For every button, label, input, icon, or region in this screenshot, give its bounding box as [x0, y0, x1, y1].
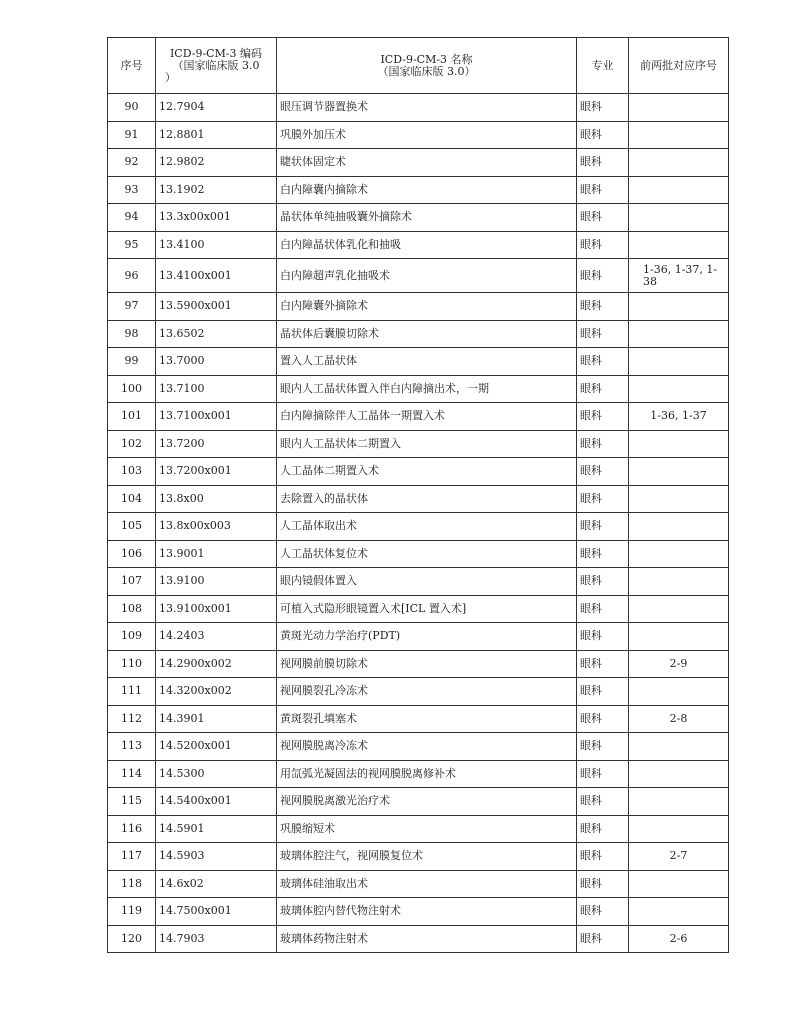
table-row	[108, 705, 729, 733]
row-specialty-cell: 眼科	[577, 458, 629, 486]
row-seq-cell: 111	[108, 678, 156, 706]
table-row	[108, 733, 729, 761]
header-row	[108, 38, 729, 94]
row-prev-cell	[629, 623, 729, 651]
row-prev-cell	[629, 898, 729, 926]
row-name-cell: 巩膜缩短术	[277, 815, 577, 843]
row-prev-cell	[629, 815, 729, 843]
table-row	[108, 595, 729, 623]
table-row	[108, 320, 729, 348]
row-prev-cell	[629, 540, 729, 568]
table-body	[108, 94, 729, 953]
header-seq: 序号	[108, 38, 156, 94]
row-code-cell: 13.8x00	[156, 485, 277, 513]
row-prev-cell	[629, 485, 729, 513]
row-specialty-cell: 眼科	[577, 815, 629, 843]
table-row	[108, 925, 729, 953]
row-prev-cell	[629, 733, 729, 761]
header-code-line2: （国家临床版 3.0	[172, 58, 260, 72]
table-row	[108, 843, 729, 871]
row-name-cell: 白内障超声乳化抽吸术	[277, 259, 577, 293]
row-code-cell: 13.8x00x003	[156, 513, 277, 541]
row-specialty-cell: 眼科	[577, 843, 629, 871]
row-seq-cell: 90	[108, 94, 156, 122]
row-seq-cell: 109	[108, 623, 156, 651]
table-row	[108, 204, 729, 232]
row-code-cell: 14.3200x002	[156, 678, 277, 706]
row-specialty-cell: 眼科	[577, 176, 629, 204]
row-name-cell: 可植入式隐形眼镜置入术[ICL 置入术]	[277, 595, 577, 623]
row-seq-cell: 120	[108, 925, 156, 953]
row-prev-cell	[629, 149, 729, 177]
table-row	[108, 815, 729, 843]
row-code-cell: 13.4100x001	[156, 259, 277, 293]
row-prev-cell	[629, 678, 729, 706]
row-seq-cell: 91	[108, 121, 156, 149]
row-name-cell: 视网膜脱离冷冻术	[277, 733, 577, 761]
table-row	[108, 568, 729, 596]
row-specialty-cell: 眼科	[577, 925, 629, 953]
table-row	[108, 403, 729, 431]
row-specialty-cell: 眼科	[577, 293, 629, 321]
table-row	[108, 788, 729, 816]
table-row	[108, 623, 729, 651]
row-specialty-cell: 眼科	[577, 595, 629, 623]
header-prev: 前两批对应序号	[629, 38, 729, 94]
row-prev-cell	[629, 348, 729, 376]
row-specialty-cell: 眼科	[577, 540, 629, 568]
table-row	[108, 513, 729, 541]
row-code-cell: 13.7100	[156, 375, 277, 403]
row-code-cell: 13.9100	[156, 568, 277, 596]
row-specialty-cell: 眼科	[577, 788, 629, 816]
row-prev-cell: 1-36, 1-37, 1- 38	[629, 259, 729, 293]
table-row	[108, 176, 729, 204]
row-code-cell: 12.8801	[156, 121, 277, 149]
row-name-cell: 去除置入的晶状体	[277, 485, 577, 513]
row-prev-cell	[629, 568, 729, 596]
row-specialty-cell: 眼科	[577, 204, 629, 232]
row-name-cell: 晶状体后囊膜切除术	[277, 320, 577, 348]
row-name-cell: 玻璃体硅油取出术	[277, 870, 577, 898]
row-seq-cell: 95	[108, 231, 156, 259]
row-prev-cell: 1-36, 1-37	[629, 403, 729, 431]
row-prev-cell	[629, 513, 729, 541]
header-code	[156, 38, 277, 94]
table-row	[108, 259, 729, 293]
row-name-cell: 玻璃体腔内替代物注射术	[277, 898, 577, 926]
row-prev-cell	[629, 320, 729, 348]
row-seq-cell: 113	[108, 733, 156, 761]
row-name-cell: 晶状体单纯抽吸囊外摘除术	[277, 204, 577, 232]
row-code-cell: 13.4100	[156, 231, 277, 259]
row-specialty-cell: 眼科	[577, 870, 629, 898]
row-specialty-cell: 眼科	[577, 375, 629, 403]
row-specialty-cell: 眼科	[577, 430, 629, 458]
row-code-cell: 13.9100x001	[156, 595, 277, 623]
row-specialty-cell: 眼科	[577, 320, 629, 348]
table-row	[108, 458, 729, 486]
row-code-cell: 14.7903	[156, 925, 277, 953]
row-specialty-cell: 眼科	[577, 678, 629, 706]
row-specialty-cell: 眼科	[577, 403, 629, 431]
row-prev-cell: 2-6	[629, 925, 729, 953]
row-code-cell: 14.2403	[156, 623, 277, 651]
table-row	[108, 485, 729, 513]
row-code-cell: 14.2900x002	[156, 650, 277, 678]
table-row	[108, 678, 729, 706]
row-name-cell: 眼内镜假体置入	[277, 568, 577, 596]
row-code-cell: 14.5903	[156, 843, 277, 871]
row-name-cell: 置入人工晶状体	[277, 348, 577, 376]
table-row	[108, 760, 729, 788]
row-name-cell: 白内障囊内摘除术	[277, 176, 577, 204]
table-row	[108, 430, 729, 458]
row-specialty-cell: 眼科	[577, 733, 629, 761]
row-name-cell: 白内障囊外摘除术	[277, 293, 577, 321]
row-specialty-cell: 眼科	[577, 149, 629, 177]
table-row	[108, 293, 729, 321]
row-seq-cell: 100	[108, 375, 156, 403]
row-code-cell: 14.5300	[156, 760, 277, 788]
row-prev-cell	[629, 94, 729, 122]
row-seq-cell: 108	[108, 595, 156, 623]
table-header	[108, 38, 729, 94]
row-specialty-cell: 眼科	[577, 623, 629, 651]
row-code-cell: 13.7200	[156, 430, 277, 458]
row-prev-cell	[629, 121, 729, 149]
row-code-cell: 13.3x00x001	[156, 204, 277, 232]
row-code-cell: 13.9001	[156, 540, 277, 568]
row-seq-cell: 94	[108, 204, 156, 232]
row-seq-cell: 96	[108, 259, 156, 293]
header-code-line3: ）	[165, 70, 176, 84]
row-seq-cell: 102	[108, 430, 156, 458]
header-name	[277, 38, 577, 94]
row-code-cell: 14.5200x001	[156, 733, 277, 761]
table-row	[108, 348, 729, 376]
row-name-cell: 眼内人工晶状体二期置入	[277, 430, 577, 458]
row-code-cell: 13.1902	[156, 176, 277, 204]
row-prev-cell	[629, 788, 729, 816]
row-seq-cell: 118	[108, 870, 156, 898]
row-code-cell: 14.5901	[156, 815, 277, 843]
row-prev-cell	[629, 760, 729, 788]
row-code-cell: 14.7500x001	[156, 898, 277, 926]
row-prev-cell	[629, 430, 729, 458]
row-specialty-cell: 眼科	[577, 760, 629, 788]
row-name-cell: 巩膜外加压术	[277, 121, 577, 149]
row-seq-cell: 112	[108, 705, 156, 733]
row-name-cell: 眼内人工晶状体置入伴白内障摘出术，一期	[277, 375, 577, 403]
row-name-cell: 人工晶体取出术	[277, 513, 577, 541]
row-seq-cell: 101	[108, 403, 156, 431]
table-row	[108, 898, 729, 926]
row-seq-cell: 93	[108, 176, 156, 204]
row-seq-cell: 105	[108, 513, 156, 541]
row-specialty-cell: 眼科	[577, 348, 629, 376]
row-prev-cell	[629, 204, 729, 232]
row-prev-cell	[629, 231, 729, 259]
table-row	[108, 870, 729, 898]
row-name-cell: 睫状体固定术	[277, 149, 577, 177]
row-prev-cell	[629, 458, 729, 486]
row-seq-cell: 103	[108, 458, 156, 486]
row-seq-cell: 107	[108, 568, 156, 596]
row-name-cell: 黄斑裂孔填塞术	[277, 705, 577, 733]
row-code-cell: 12.9802	[156, 149, 277, 177]
row-seq-cell: 97	[108, 293, 156, 321]
header-name-line2: （国家临床版 3.0）	[377, 64, 476, 78]
row-prev-cell	[629, 176, 729, 204]
row-code-cell: 14.3901	[156, 705, 277, 733]
row-name-cell: 人工晶状体复位术	[277, 540, 577, 568]
table-row	[108, 650, 729, 678]
table-row	[108, 540, 729, 568]
row-seq-cell: 116	[108, 815, 156, 843]
row-seq-cell: 99	[108, 348, 156, 376]
row-name-cell: 白内障摘除伴人工晶体一期置入术	[277, 403, 577, 431]
row-name-cell: 黄斑光动力学治疗(PDT)	[277, 623, 577, 651]
row-name-cell: 玻璃体腔注气，视网膜复位术	[277, 843, 577, 871]
row-seq-cell: 104	[108, 485, 156, 513]
table-row	[108, 231, 729, 259]
row-specialty-cell: 眼科	[577, 568, 629, 596]
row-code-cell: 13.5900x001	[156, 293, 277, 321]
header-code-line1: ICD-9-CM-3 编码	[169, 46, 263, 60]
row-seq-cell: 115	[108, 788, 156, 816]
row-name-cell: 视网膜裂孔冷冻术	[277, 678, 577, 706]
row-code-cell: 12.7904	[156, 94, 277, 122]
row-seq-cell: 119	[108, 898, 156, 926]
row-prev-cell: 2-8	[629, 705, 729, 733]
row-code-cell: 13.7200x001	[156, 458, 277, 486]
row-name-cell: 眼压调节器置换术	[277, 94, 577, 122]
row-name-cell: 用氙弧光凝固法的视网膜脱离修补术	[277, 760, 577, 788]
row-prev-cell	[629, 293, 729, 321]
row-specialty-cell: 眼科	[577, 898, 629, 926]
row-specialty-cell: 眼科	[577, 513, 629, 541]
row-code-cell: 13.7000	[156, 348, 277, 376]
row-name-cell: 人工晶体二期置入术	[277, 458, 577, 486]
table-row	[108, 121, 729, 149]
table-row	[108, 149, 729, 177]
row-prev-cell	[629, 595, 729, 623]
row-name-cell: 视网膜前膜切除术	[277, 650, 577, 678]
row-code-cell: 14.6x02	[156, 870, 277, 898]
row-seq-cell: 92	[108, 149, 156, 177]
row-prev-cell	[629, 375, 729, 403]
procedure-table	[107, 37, 729, 953]
row-prev-cell	[629, 870, 729, 898]
row-specialty-cell: 眼科	[577, 705, 629, 733]
table-row	[108, 94, 729, 122]
row-code-cell: 13.7100x001	[156, 403, 277, 431]
row-specialty-cell: 眼科	[577, 259, 629, 293]
row-prev-cell: 2-7	[629, 843, 729, 871]
row-name-cell: 视网膜脱离激光治疗术	[277, 788, 577, 816]
row-specialty-cell: 眼科	[577, 231, 629, 259]
row-seq-cell: 106	[108, 540, 156, 568]
row-name-cell: 玻璃体药物注射术	[277, 925, 577, 953]
row-seq-cell: 114	[108, 760, 156, 788]
row-specialty-cell: 眼科	[577, 121, 629, 149]
row-name-cell: 白内障晶状体乳化和抽吸	[277, 231, 577, 259]
row-specialty-cell: 眼科	[577, 485, 629, 513]
row-seq-cell: 110	[108, 650, 156, 678]
row-seq-cell: 98	[108, 320, 156, 348]
row-specialty-cell: 眼科	[577, 650, 629, 678]
row-code-cell: 13.6502	[156, 320, 277, 348]
table-row	[108, 375, 729, 403]
row-prev-cell: 2-9	[629, 650, 729, 678]
header-name-line1: ICD-9-CM-3 名称	[380, 52, 473, 66]
row-code-cell: 14.5400x001	[156, 788, 277, 816]
row-specialty-cell: 眼科	[577, 94, 629, 122]
row-seq-cell: 117	[108, 843, 156, 871]
header-specialty: 专业	[577, 38, 629, 94]
